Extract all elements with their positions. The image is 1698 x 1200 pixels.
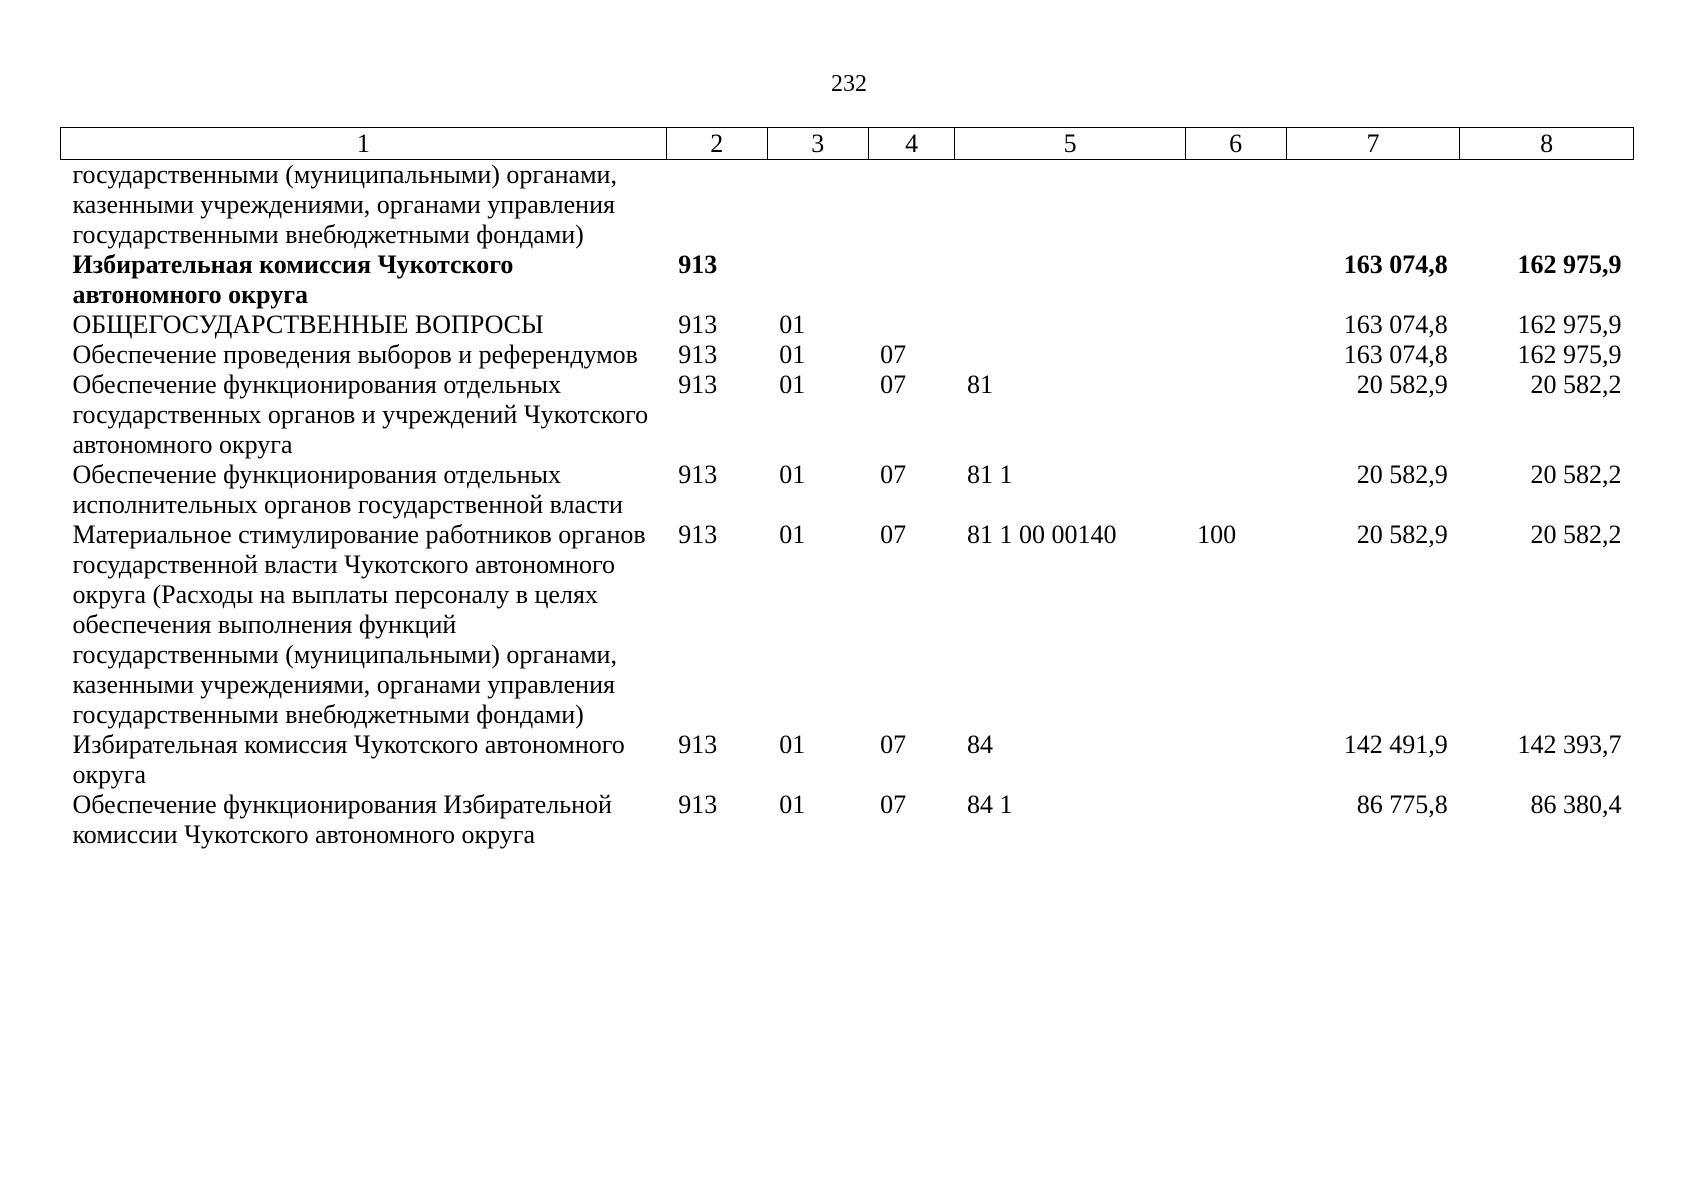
row-subsection: 07 [880, 790, 907, 819]
row-amount-year-2 [1460, 160, 1634, 251]
row-amount-year-1: 163 074,8 [1343, 310, 1448, 339]
row-amount-year-1: 163 074,8 [1343, 250, 1448, 279]
row-subsection: 07 [880, 520, 907, 549]
row-amount-year-1: 86 775,8 [1356, 790, 1448, 819]
row-description: Обеспечение проведения выборов и референдумов [72, 340, 638, 369]
row-admin-code: 913 [678, 250, 718, 279]
row-admin-code: 913 [678, 790, 718, 819]
budget-table [60, 127, 1634, 850]
row-subsection: 07 [880, 730, 907, 759]
row-subsection [868, 160, 955, 251]
row-description: Обеспечение функционирования Избирательной комиссии Чукотского автономного округа [72, 790, 612, 849]
row-description: Материальное стимулирование работников органов государственной власти Чукотского автономного округа (Расходы на выплаты персоналу в целях обеспечения выполнения функций государственными (муниципальными) органами, казенными учреждениями, органами управления государственными внебюджетными фондами) [72, 520, 646, 729]
row-section: 01 [779, 460, 806, 489]
row-admin-code: 913 [678, 310, 718, 339]
header-col-6: 6 [1185, 128, 1286, 160]
row-section: 01 [779, 730, 806, 759]
header-col-4: 4 [868, 128, 955, 160]
row-expense-type [1185, 310, 1286, 340]
row-subsection: 07 [880, 340, 907, 369]
header-col-8: 8 [1460, 128, 1634, 160]
row-target-article: 81 1 00 00140 [966, 520, 1117, 549]
header-col-7: 7 [1286, 128, 1460, 160]
row-amount-year-1: 20 582,9 [1356, 520, 1448, 549]
row-target-article [955, 160, 1185, 251]
row-amount-year-2: 142 393,7 [1517, 730, 1622, 759]
row-expense-type [1185, 790, 1286, 850]
table-row [61, 520, 1634, 730]
row-subsection [868, 250, 955, 310]
table-row [61, 250, 1634, 310]
row-expense-type [1185, 340, 1286, 370]
row-amount-year-1: 142 491,9 [1343, 730, 1448, 759]
row-section: 01 [779, 310, 806, 339]
row-section: 01 [779, 790, 806, 819]
row-amount-year-2: 20 582,2 [1530, 460, 1622, 489]
row-target-article: 84 [966, 730, 993, 759]
page-number: 232 [831, 71, 867, 97]
row-admin-code: 913 [678, 520, 718, 549]
row-section [767, 250, 868, 310]
row-target-article: 81 1 [966, 460, 1013, 489]
row-amount-year-2: 162 975,9 [1517, 340, 1622, 369]
row-target-article: 84 1 [966, 790, 1013, 819]
row-admin-code: 913 [678, 730, 718, 759]
row-target-article [955, 310, 1185, 340]
table-row [61, 370, 1634, 460]
row-description: ОБЩЕГОСУДАРСТВЕННЫЕ ВОПРОСЫ [72, 310, 544, 339]
header-col-1: 1 [61, 128, 667, 160]
header-col-3: 3 [767, 128, 868, 160]
row-description: Избирательная комиссия Чукотского автономного округа [72, 730, 625, 789]
row-amount-year-2: 86 380,4 [1530, 790, 1622, 819]
row-amount-year-2: 20 582,2 [1530, 370, 1622, 399]
row-subsection [868, 310, 955, 340]
row-description: Избирательная комиссия Чукотского автономного округа [72, 250, 514, 309]
row-description: Обеспечение функционирования отдельных исполнительных органов государственной власти [72, 460, 623, 519]
row-admin-code [666, 160, 767, 251]
row-amount-year-1: 163 074,8 [1343, 340, 1448, 369]
row-target-article: 81 [966, 370, 993, 399]
row-section: 01 [779, 520, 806, 549]
row-admin-code: 913 [678, 370, 718, 399]
row-subsection: 07 [880, 370, 907, 399]
row-amount-year-1 [1286, 160, 1460, 251]
row-amount-year-1: 20 582,9 [1356, 370, 1448, 399]
row-subsection: 07 [880, 460, 907, 489]
row-amount-year-2: 20 582,2 [1530, 520, 1622, 549]
row-amount-year-2: 162 975,9 [1517, 250, 1622, 279]
row-target-article [955, 250, 1185, 310]
row-admin-code: 913 [678, 340, 718, 369]
row-admin-code: 913 [678, 460, 718, 489]
row-section: 01 [779, 370, 806, 399]
table-row [61, 460, 1634, 520]
header-col-5: 5 [955, 128, 1185, 160]
row-expense-type [1185, 730, 1286, 790]
row-target-article [955, 340, 1185, 370]
row-expense-type [1185, 250, 1286, 310]
table-row [61, 730, 1634, 790]
row-expense-type [1185, 370, 1286, 460]
table-body [61, 160, 1634, 851]
table-row [61, 340, 1634, 370]
table-row [61, 790, 1634, 850]
row-description: Обеспечение функционирования отдельных государственных органов и учреждений Чукотского автономного округа [72, 370, 649, 459]
table-row [61, 160, 1634, 251]
row-section: 01 [779, 340, 806, 369]
table-row [61, 310, 1634, 340]
header-col-2: 2 [666, 128, 767, 160]
header-row [61, 128, 1634, 160]
row-amount-year-1: 20 582,9 [1356, 460, 1448, 489]
row-expense-type [1185, 460, 1286, 520]
row-expense-type [1185, 160, 1286, 251]
row-amount-year-2: 162 975,9 [1517, 310, 1622, 339]
row-description: государственными (муниципальными) органами, казенными учреждениями, органами управления государственными внебюджетными фондами) [72, 160, 617, 249]
row-section [767, 160, 868, 251]
row-expense-type: 100 [1197, 520, 1237, 549]
